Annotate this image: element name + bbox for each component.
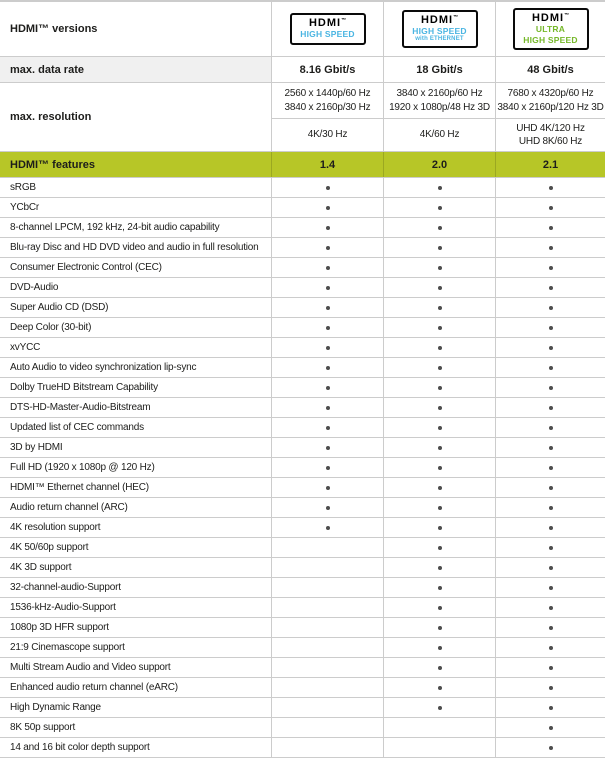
feature-label: 3D by HDMI — [10, 442, 63, 453]
feature-supported-cell — [495, 298, 605, 317]
feature-row — [0, 398, 605, 418]
support-dot-icon — [549, 586, 553, 590]
feature-unsupported-cell — [271, 558, 383, 577]
support-dot-icon — [549, 626, 553, 630]
feature-row — [0, 718, 605, 738]
features-version-2-1: 2.1 — [495, 152, 605, 177]
support-dot-icon — [326, 286, 330, 290]
feature-unsupported-cell — [271, 718, 383, 737]
versions-row — [0, 2, 605, 57]
support-dot-icon — [549, 446, 553, 450]
feature-supported-cell — [383, 358, 495, 377]
trademark-mark: ™ — [341, 17, 347, 24]
support-dot-icon — [438, 326, 442, 330]
feature-supported-cell — [495, 378, 605, 397]
feature-supported-cell — [495, 218, 605, 237]
feature-supported-cell — [495, 718, 605, 737]
feature-supported-cell — [383, 398, 495, 417]
feature-row — [0, 178, 605, 198]
feature-label: Deep Color (30-bit) — [10, 322, 92, 333]
feature-supported-cell — [495, 258, 605, 277]
support-dot-icon — [549, 266, 553, 270]
support-dot-icon — [326, 506, 330, 510]
feature-row — [0, 278, 605, 298]
feature-supported-cell — [495, 598, 605, 617]
feature-supported-cell — [495, 278, 605, 297]
resolution-secondary-2-1: UHD 4K/120 Hz UHD 8K/60 Hz — [495, 119, 605, 151]
data-rate-row — [0, 57, 605, 83]
data-rate-value-2-0: 18 Gbit/s — [383, 57, 495, 82]
feature-supported-cell — [383, 278, 495, 297]
feature-supported-cell — [271, 278, 383, 297]
support-dot-icon — [549, 426, 553, 430]
feature-supported-cell — [271, 518, 383, 537]
support-dot-icon — [438, 306, 442, 310]
feature-row — [0, 338, 605, 358]
feature-supported-cell — [383, 498, 495, 517]
feature-label: HDMI™ Ethernet channel (HEC) — [10, 482, 149, 493]
feature-label: Updated list of CEC commands — [10, 422, 144, 433]
feature-supported-cell — [495, 638, 605, 657]
data-rate-value-1-4: 8.16 Gbit/s — [271, 57, 383, 82]
badge-line: HIGH SPEED — [523, 34, 578, 45]
support-dot-icon — [549, 466, 553, 470]
support-dot-icon — [549, 606, 553, 610]
resolution-values — [271, 83, 605, 151]
feature-row — [0, 258, 605, 278]
support-dot-icon — [438, 546, 442, 550]
feature-label: 8-channel LPCM, 192 kHz, 24-bit audio capability — [10, 222, 220, 233]
feature-label: xvYCC — [10, 342, 41, 353]
feature-supported-cell — [383, 478, 495, 497]
feature-supported-cell — [271, 378, 383, 397]
feature-supported-cell — [271, 398, 383, 417]
feature-unsupported-cell — [271, 638, 383, 657]
support-dot-icon — [326, 226, 330, 230]
feature-row — [0, 738, 605, 758]
support-dot-icon — [326, 246, 330, 250]
feature-label: Blu-ray Disc and HD DVD video and audio in full resolution — [10, 242, 259, 253]
feature-row — [0, 458, 605, 478]
feature-row — [0, 318, 605, 338]
feature-supported-cell — [383, 438, 495, 457]
support-dot-icon — [326, 386, 330, 390]
support-dot-icon — [326, 346, 330, 350]
support-dot-icon — [326, 326, 330, 330]
feature-label: 14 and 16 bit color depth support — [10, 742, 150, 753]
support-dot-icon — [549, 566, 553, 570]
feature-supported-cell — [271, 438, 383, 457]
support-dot-icon — [438, 446, 442, 450]
support-dot-icon — [549, 386, 553, 390]
feature-row — [0, 618, 605, 638]
feature-label: 21:9 Cinemascope support — [10, 642, 125, 653]
hdmi-high-speed-ethernet-badge — [402, 10, 478, 48]
badge-cell-hdmi-2-0 — [383, 2, 495, 56]
feature-label: sRGB — [10, 182, 36, 193]
feature-supported-cell — [383, 618, 495, 637]
features-version-2-0: 2.0 — [383, 152, 495, 177]
feature-supported-cell — [383, 198, 495, 217]
features-body — [0, 178, 605, 758]
support-dot-icon — [326, 426, 330, 430]
support-dot-icon — [438, 286, 442, 290]
feature-supported-cell — [383, 458, 495, 477]
feature-supported-cell — [271, 178, 383, 197]
support-dot-icon — [438, 666, 442, 670]
support-dot-icon — [549, 246, 553, 250]
features-version-1-4: 1.4 — [271, 152, 383, 177]
feature-label: Enhanced audio return channel (eARC) — [10, 682, 178, 693]
support-dot-icon — [438, 626, 442, 630]
hdmi-logo: HDMI™ — [531, 12, 570, 25]
feature-supported-cell — [495, 238, 605, 257]
feature-row — [0, 418, 605, 438]
feature-supported-cell — [495, 538, 605, 557]
feature-supported-cell — [383, 178, 495, 197]
support-dot-icon — [438, 346, 442, 350]
feature-label: DVD-Audio — [10, 282, 59, 293]
feature-row — [0, 298, 605, 318]
feature-supported-cell — [383, 638, 495, 657]
feature-supported-cell — [271, 458, 383, 477]
feature-supported-cell — [271, 358, 383, 377]
feature-label: 4K 3D support — [10, 562, 72, 573]
feature-label: Auto Audio to video synchronization lip-sync — [10, 362, 197, 373]
feature-supported-cell — [495, 318, 605, 337]
support-dot-icon — [326, 486, 330, 490]
feature-label: YCbCr — [10, 202, 40, 213]
feature-supported-cell — [495, 678, 605, 697]
badge-cell-hdmi-2-1 — [495, 2, 605, 56]
feature-row — [0, 438, 605, 458]
hdmi-ultra-high-speed-badge — [513, 8, 589, 49]
resolution-primary-subrow — [271, 83, 605, 119]
feature-label: 1536-kHz-Audio-Support — [10, 602, 116, 613]
support-dot-icon — [549, 666, 553, 670]
support-dot-icon — [549, 746, 553, 750]
feature-row — [0, 478, 605, 498]
support-dot-icon — [326, 206, 330, 210]
support-dot-icon — [326, 366, 330, 370]
support-dot-icon — [326, 266, 330, 270]
feature-supported-cell — [383, 418, 495, 437]
feature-unsupported-cell — [271, 698, 383, 717]
support-dot-icon — [438, 406, 442, 410]
feature-supported-cell — [271, 318, 383, 337]
feature-supported-cell — [495, 398, 605, 417]
support-dot-icon — [438, 426, 442, 430]
badge-cell-hdmi-1-4 — [271, 2, 383, 56]
feature-supported-cell — [495, 658, 605, 677]
feature-row — [0, 218, 605, 238]
support-dot-icon — [549, 506, 553, 510]
feature-supported-cell — [271, 258, 383, 277]
support-dot-icon — [549, 486, 553, 490]
resolution-row — [0, 83, 605, 152]
feature-row — [0, 658, 605, 678]
feature-unsupported-cell — [383, 718, 495, 737]
feature-supported-cell — [495, 458, 605, 477]
hdmi-logo: HDMI™ — [308, 17, 347, 30]
badge-subline: with ETHERNET — [415, 36, 464, 43]
support-dot-icon — [549, 646, 553, 650]
support-dot-icon — [549, 726, 553, 730]
feature-supported-cell — [495, 498, 605, 517]
feature-label: 1080p 3D HFR support — [10, 622, 109, 633]
feature-supported-cell — [495, 338, 605, 357]
feature-supported-cell — [495, 618, 605, 637]
feature-supported-cell — [383, 218, 495, 237]
support-dot-icon — [326, 466, 330, 470]
feature-label: High Dynamic Range — [10, 702, 101, 713]
feature-supported-cell — [383, 578, 495, 597]
support-dot-icon — [549, 406, 553, 410]
feature-supported-cell — [383, 538, 495, 557]
feature-supported-cell — [383, 658, 495, 677]
feature-row — [0, 538, 605, 558]
feature-row — [0, 358, 605, 378]
support-dot-icon — [549, 366, 553, 370]
feature-label: 4K 50/60p support — [10, 542, 89, 553]
resolution-secondary-2-0: 4K/60 Hz — [383, 119, 495, 151]
support-dot-icon — [549, 186, 553, 190]
feature-unsupported-cell — [383, 738, 495, 757]
feature-supported-cell — [383, 378, 495, 397]
support-dot-icon — [549, 326, 553, 330]
feature-supported-cell — [383, 518, 495, 537]
support-dot-icon — [438, 386, 442, 390]
feature-supported-cell — [271, 498, 383, 517]
support-dot-icon — [326, 526, 330, 530]
feature-supported-cell — [495, 438, 605, 457]
hdmi-high-speed-badge — [290, 13, 366, 44]
support-dot-icon — [438, 206, 442, 210]
support-dot-icon — [438, 706, 442, 710]
feature-label: 32-channel-audio-Support — [10, 582, 121, 593]
feature-supported-cell — [495, 558, 605, 577]
support-dot-icon — [326, 306, 330, 310]
feature-row — [0, 578, 605, 598]
feature-supported-cell — [383, 338, 495, 357]
versions-row-label: HDMI™ versions — [10, 23, 98, 35]
feature-row — [0, 498, 605, 518]
feature-supported-cell — [383, 698, 495, 717]
features-header-label: HDMI™ features — [10, 158, 95, 171]
resolution-label: max. resolution — [10, 111, 92, 123]
feature-row — [0, 518, 605, 538]
feature-unsupported-cell — [271, 738, 383, 757]
feature-label: Consumer Electronic Control (CEC) — [10, 262, 162, 273]
feature-row — [0, 598, 605, 618]
feature-label: 8K 50p support — [10, 722, 76, 733]
feature-label: Audio return channel (ARC) — [10, 502, 128, 513]
feature-supported-cell — [495, 198, 605, 217]
feature-supported-cell — [383, 318, 495, 337]
feature-supported-cell — [271, 338, 383, 357]
support-dot-icon — [438, 246, 442, 250]
resolution-secondary-subrow — [271, 119, 605, 151]
feature-supported-cell — [271, 478, 383, 497]
support-dot-icon — [549, 206, 553, 210]
feature-label: Super Audio CD (DSD) — [10, 302, 109, 313]
resolution-secondary-1-4: 4K/30 Hz — [271, 119, 383, 151]
support-dot-icon — [549, 226, 553, 230]
support-dot-icon — [438, 506, 442, 510]
resolution-primary-1-4: 2560 x 1440p/60 Hz 3840 x 2160p/30 Hz — [271, 83, 383, 118]
feature-unsupported-cell — [271, 578, 383, 597]
support-dot-icon — [438, 226, 442, 230]
data-rate-label: max. data rate — [0, 57, 271, 82]
features-header-row — [0, 152, 605, 178]
badge-line: HIGH SPEED — [412, 26, 467, 37]
feature-supported-cell — [383, 298, 495, 317]
feature-supported-cell — [271, 298, 383, 317]
feature-label: Multi Stream Audio and Video support — [10, 662, 171, 673]
feature-row — [0, 678, 605, 698]
support-dot-icon — [438, 586, 442, 590]
support-dot-icon — [549, 686, 553, 690]
feature-label: Full HD (1920 x 1080p @ 120 Hz) — [10, 462, 155, 473]
feature-supported-cell — [383, 598, 495, 617]
feature-supported-cell — [495, 178, 605, 197]
support-dot-icon — [438, 606, 442, 610]
feature-unsupported-cell — [271, 658, 383, 677]
resolution-primary-2-0: 3840 x 2160p/60 Hz 1920 x 1080p/48 Hz 3D — [383, 83, 495, 118]
support-dot-icon — [438, 486, 442, 490]
support-dot-icon — [326, 446, 330, 450]
support-dot-icon — [549, 306, 553, 310]
feature-row — [0, 638, 605, 658]
resolution-primary-2-1: 7680 x 4320p/60 Hz 3840 x 2160p/120 Hz 3D — [495, 83, 605, 118]
feature-supported-cell — [383, 258, 495, 277]
feature-unsupported-cell — [271, 598, 383, 617]
hdmi-logo: HDMI™ — [420, 14, 459, 27]
support-dot-icon — [549, 346, 553, 350]
support-dot-icon — [326, 186, 330, 190]
support-dot-icon — [438, 186, 442, 190]
feature-supported-cell — [271, 418, 383, 437]
feature-label: 4K resolution support — [10, 522, 101, 533]
feature-supported-cell — [383, 558, 495, 577]
trademark-mark: ™ — [564, 12, 570, 19]
feature-row — [0, 198, 605, 218]
feature-supported-cell — [495, 738, 605, 757]
feature-supported-cell — [495, 698, 605, 717]
feature-supported-cell — [271, 238, 383, 257]
feature-supported-cell — [271, 198, 383, 217]
badge-line: HIGH SPEED — [300, 29, 355, 40]
support-dot-icon — [438, 526, 442, 530]
feature-unsupported-cell — [271, 618, 383, 637]
feature-supported-cell — [271, 218, 383, 237]
feature-supported-cell — [383, 238, 495, 257]
feature-row — [0, 558, 605, 578]
feature-label: DTS-HD-Master-Audio-Bitstream — [10, 402, 151, 413]
trademark-mark: ™ — [453, 14, 459, 21]
support-dot-icon — [438, 566, 442, 570]
feature-supported-cell — [495, 578, 605, 597]
support-dot-icon — [549, 546, 553, 550]
feature-unsupported-cell — [271, 538, 383, 557]
feature-unsupported-cell — [271, 678, 383, 697]
support-dot-icon — [438, 686, 442, 690]
support-dot-icon — [438, 466, 442, 470]
feature-row — [0, 698, 605, 718]
feature-supported-cell — [495, 418, 605, 437]
support-dot-icon — [438, 646, 442, 650]
feature-supported-cell — [383, 678, 495, 697]
feature-row — [0, 378, 605, 398]
feature-row — [0, 238, 605, 258]
support-dot-icon — [549, 286, 553, 290]
feature-supported-cell — [495, 478, 605, 497]
data-rate-value-2-1: 48 Gbit/s — [495, 57, 605, 82]
support-dot-icon — [438, 366, 442, 370]
support-dot-icon — [549, 706, 553, 710]
support-dot-icon — [438, 266, 442, 270]
feature-supported-cell — [495, 518, 605, 537]
support-dot-icon — [549, 526, 553, 530]
feature-label: Dolby TrueHD Bitstream Capability — [10, 382, 158, 393]
badge-line: ULTRA — [535, 24, 566, 35]
support-dot-icon — [326, 406, 330, 410]
feature-supported-cell — [495, 358, 605, 377]
